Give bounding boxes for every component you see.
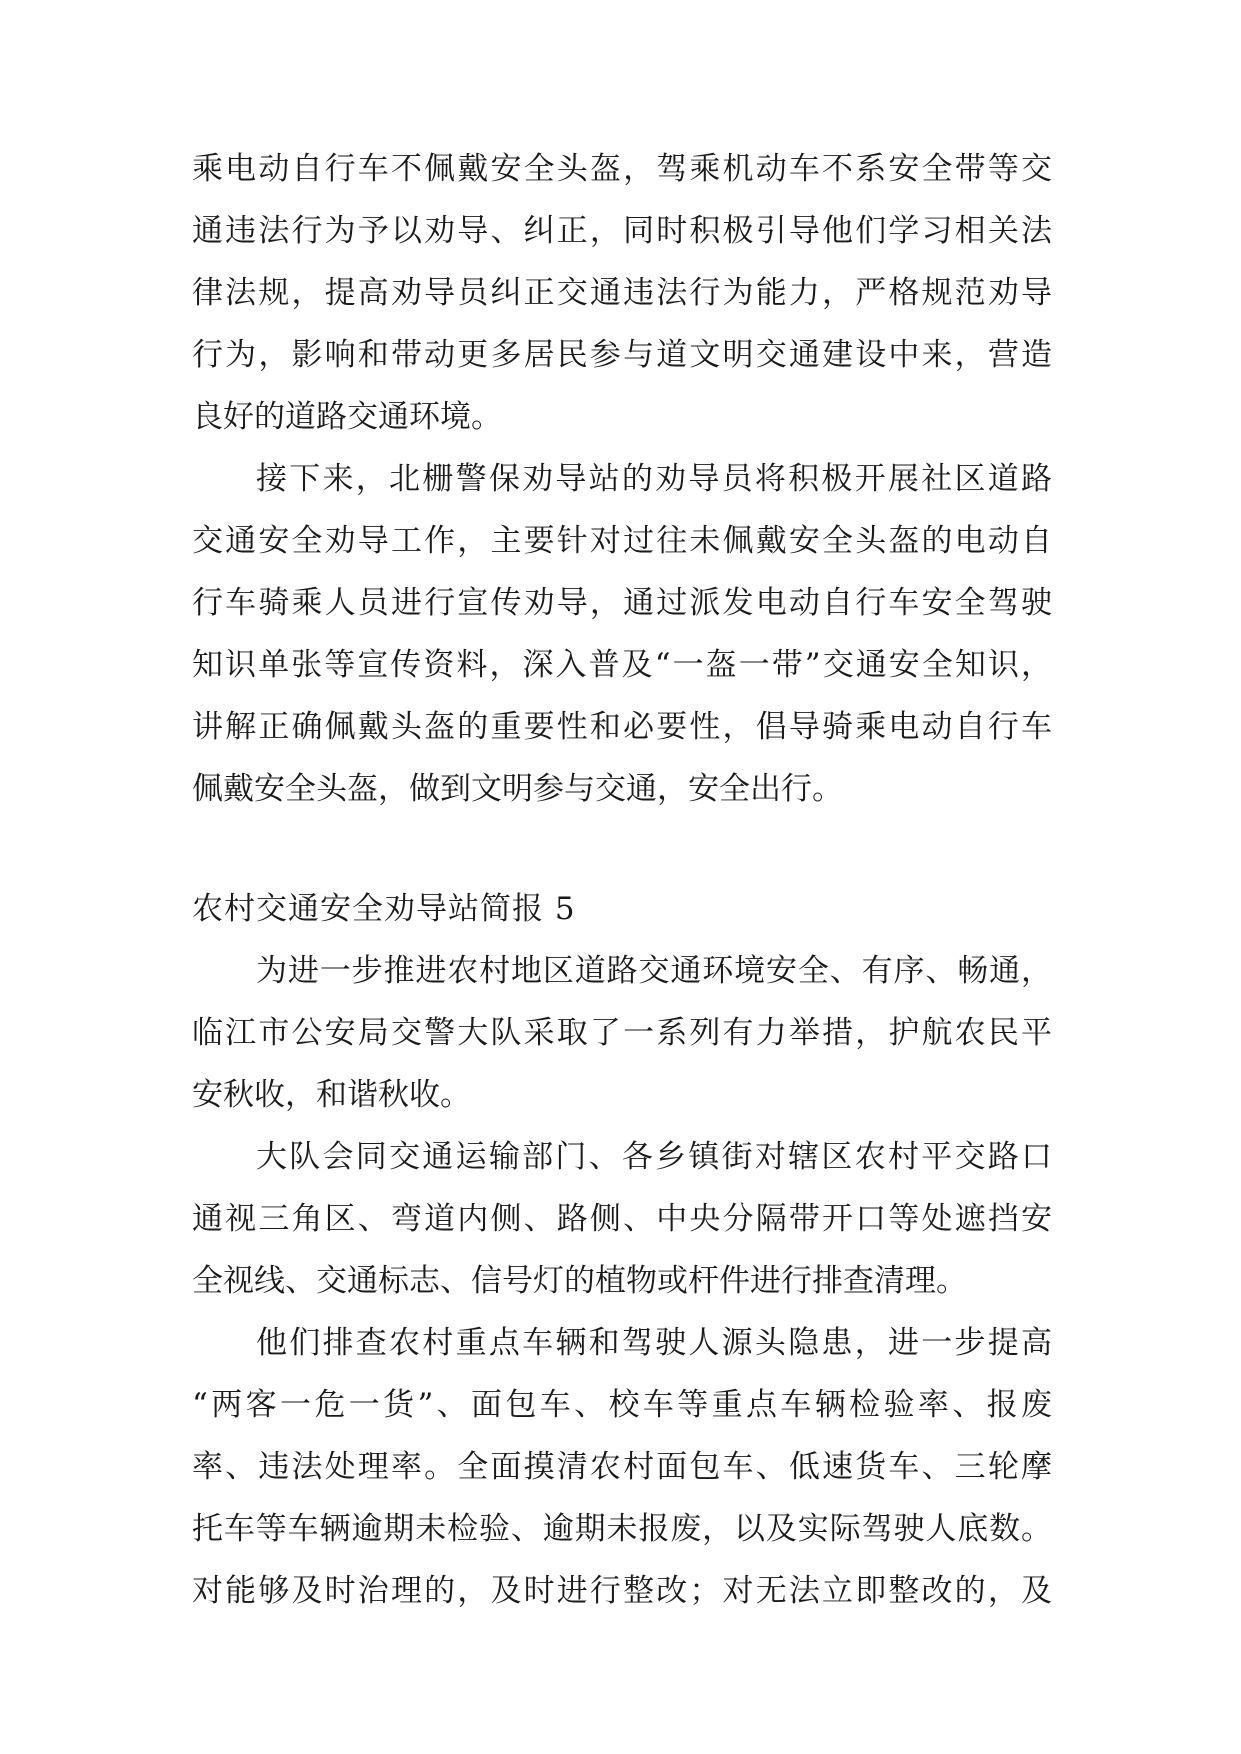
document-page <box>192 138 1052 1622</box>
paragraph-line: “两客一危一货”、面包车、校车等重点车辆检验率、报废 <box>192 1387 1052 1423</box>
paragraph-line: 全视线、交通标志、信号灯的植物或杆件进行排查清理。 <box>192 1263 967 1299</box>
section-heading: 农村交通安全劝导站简报 5 <box>192 891 576 927</box>
paragraph-line: 律法规，提高劝导员纠正交通违法行为能力，严格规范劝导 <box>192 275 1052 311</box>
paragraph-line: 安秋收，和谐秋收。 <box>192 1077 471 1113</box>
paragraph-line: 良好的道路交通环境。 <box>192 399 502 435</box>
paragraph-line: 接下来，北栅警保劝导站的劝导员将积极开展社区道路 <box>256 461 1052 497</box>
paragraph-3 <box>192 940 1052 1126</box>
paragraph-line: 率、违法处理率。全面摸清农村面包车、低速货车、三轮摩 <box>192 1449 1052 1485</box>
paragraph-line: 托车等车辆逾期未检验、逾期未报废，以及实际驾驶人底数。 <box>192 1511 1052 1547</box>
paragraph-line: 为进一步推进农村地区道路交通环境安全、有序、畅通， <box>256 953 1052 989</box>
paragraph-4 <box>192 1126 1052 1312</box>
paragraph-line: 知识单张等宣传资料，深入普及“一盔一带”交通安全知识， <box>192 647 1052 683</box>
paragraph-line: 行为，影响和带动更多居民参与道文明交通建设中来，营造 <box>192 337 1052 373</box>
paragraph-line: 行车骑乘人员进行宣传劝导，通过派发电动自行车安全驾驶 <box>192 585 1052 621</box>
paragraph-5 <box>192 1312 1052 1622</box>
paragraph-line: 乘电动自行车不佩戴安全头盔，驾乘机动车不系安全带等交 <box>192 151 1052 187</box>
paragraph-line: 讲解正确佩戴头盔的重要性和必要性，倡导骑乘电动自行车 <box>192 709 1052 745</box>
paragraph-2 <box>192 448 1052 820</box>
paragraph-1 <box>192 138 1052 448</box>
paragraph-line: 佩戴安全头盔，做到文明参与交通，安全出行。 <box>192 771 843 807</box>
paragraph-line: 通违法行为予以劝导、纠正，同时积极引导他们学习相关法 <box>192 213 1052 249</box>
paragraph-line: 他们排查农村重点车辆和驾驶人源头隐患，进一步提高 <box>256 1325 1052 1361</box>
paragraph-line: 通视三角区、弯道内侧、路侧、中央分隔带开口等处遮挡安 <box>192 1201 1052 1237</box>
paragraph-line: 对能够及时治理的，及时进行整改；对无法立即整改的，及 <box>192 1573 1052 1609</box>
paragraph-line: 交通安全劝导工作，主要针对过往未佩戴安全头盔的电动自 <box>192 523 1052 559</box>
paragraph-line: 临江市公安局交警大队采取了一系列有力举措，护航农民平 <box>192 1015 1052 1051</box>
section-gap <box>192 820 1052 878</box>
paragraph-line: 大队会同交通运输部门、各乡镇街对辖区农村平交路口 <box>256 1139 1052 1175</box>
